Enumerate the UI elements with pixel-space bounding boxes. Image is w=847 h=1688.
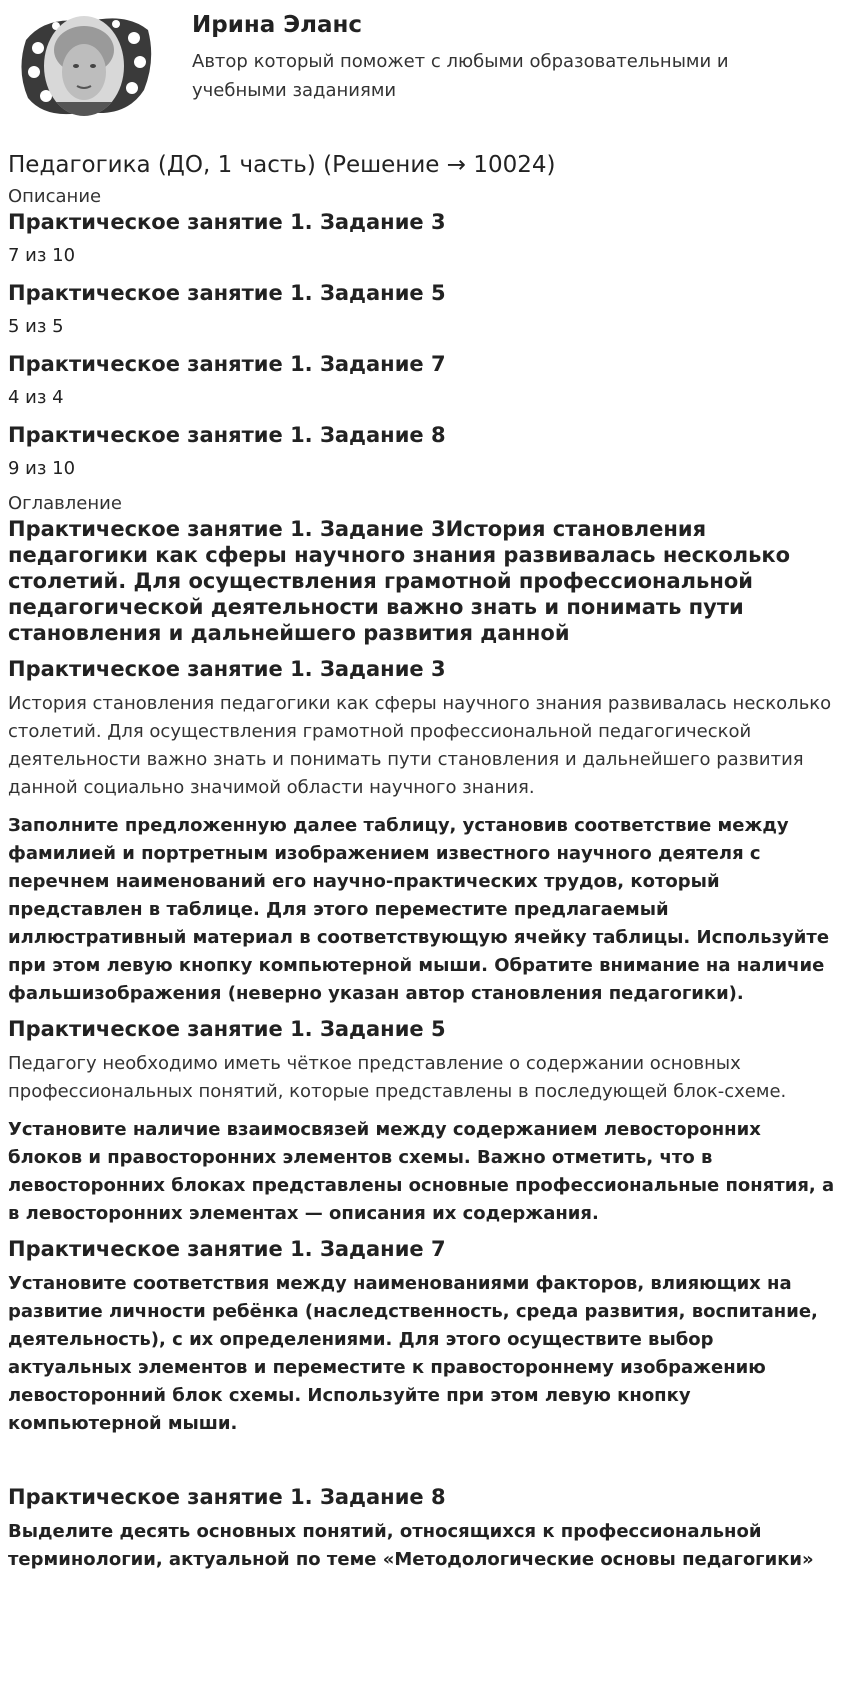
task-3-instruction: Заполните предложенную далее таблицу, установив соответствие между фамилией и портретным изображением известного научного деятеля с перечнем наименований его научно-практических трудов, который представлен в таблице. Для этого переместите предлагаемый иллюстративный материал в соответствующую ячейку таблицы. Используйте при этом левую кнопку компьютерной мыши. Обратите внимание на наличие фальшизображения (неверно указан автор становления педагогики).: [8, 815, 830, 1004]
task-7-instruction: Установите соответствия между наименованиями факторов, влияющих на развитие личности ребёнка (наследственность, среда развития, воспитание, деятельность), с их определениями. Для этого осуществите выбор актуальных элементов и переместите к правостороннему изображению левосторонний блок схемы. Используйте при этом левую кнопку компьютерной мыши.: [8, 1273, 818, 1434]
description-label: Описание: [8, 186, 102, 207]
score-value-7: 4 из 4: [8, 387, 64, 408]
task-8-instruction: Выделите десять основных понятий, относящихся к профессиональной терминологии, актуальной по теме «Методологические основы педагогики»: [8, 1521, 814, 1570]
task-3-text: История становления педагогики как сферы научного знания развивалась несколько столетий. Для осуществления грамотной профессиональной педагогической деятельности важно знать и понимать пути становления и дальнейшего развития данной социально значимой области научного знания.: [8, 693, 832, 798]
score-task-8[interactable]: Практическое занятие 1. Задание 8: [8, 423, 446, 447]
score-value-5: 5 из 5: [8, 316, 64, 337]
author-card: [8, 0, 839, 140]
score-value-8: 9 из 10: [8, 458, 76, 479]
toc-label: Оглавление: [8, 493, 122, 514]
score-list: [8, 209, 839, 479]
task-8-section: [8, 1484, 839, 1574]
task-5-heading: Практическое занятие 1. Задание 5: [8, 1017, 446, 1041]
author-avatar[interactable]: [16, 10, 156, 122]
task-3-section: [8, 656, 839, 1008]
task-5-instruction: Установите наличие взаимосвязей между содержанием левосторонних блоков и правосторонних элементов схемы. Важно отметить, что в левосторонних блоках представлены основные профессиональные понятия, а в левосторонних элементах — описания их содержания.: [8, 1119, 835, 1224]
score-task-7[interactable]: Практическое занятие 1. Задание 7: [8, 352, 446, 376]
author-name[interactable]: Ирина Эланс: [192, 12, 363, 38]
task-5-section: [8, 1016, 839, 1228]
score-task-5[interactable]: Практическое занятие 1. Задание 5: [8, 281, 446, 305]
task-3-heading: Практическое занятие 1. Задание 3: [8, 657, 446, 681]
task-7-section: [8, 1236, 839, 1438]
score-task-3[interactable]: Практическое занятие 1. Задание 3: [8, 210, 446, 234]
spacer: [8, 1446, 839, 1484]
score-value-3: 7 из 10: [8, 245, 76, 266]
page-title: Педагогика (ДО, 1 часть) (Решение → 10024): [8, 152, 556, 178]
task-5-text: Педагогу необходимо иметь чёткое представление о содержании основных профессиональных понятий, которые представлены в последующей блок-схеме.: [8, 1053, 787, 1102]
task-8-heading: Практическое занятие 1. Задание 8: [8, 1485, 446, 1509]
task-7-heading: Практическое занятие 1. Задание 7: [8, 1237, 446, 1261]
author-description: Автор который поможет с любыми образовательными и учебными заданиями: [192, 51, 729, 101]
toc-link[interactable]: Практическое занятие 1. Задание 3История становления педагогики как сферы научного знания развивалась несколько столетий. Для осуществления грамотной профессиональной педагогической деятельности важно знать и понимать пути становления и дальнейшего развития данной: [8, 517, 791, 645]
